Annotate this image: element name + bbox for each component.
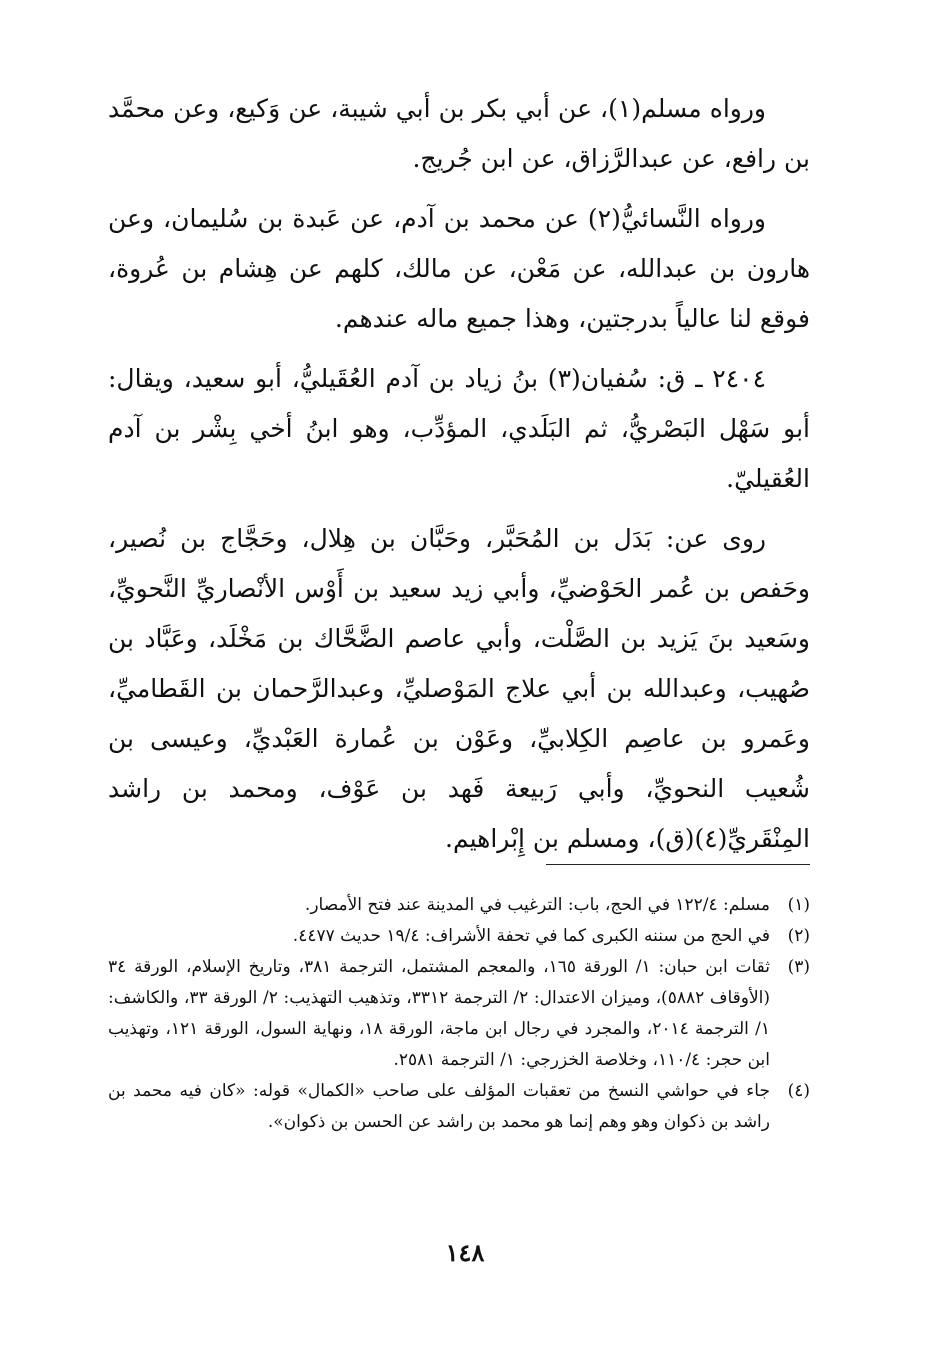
footnote-1 [108, 890, 810, 921]
footnote-text: مسلم: ١٢٢/٤ في الحج، باب: الترغيب في المدينة عند فتح الأمصار. [304, 895, 770, 915]
footnote-text: في الحج من سننه الكبرى كما في تحفة الأشراف: ١٩/٤ حديث ٤٤٧٧. [292, 926, 770, 946]
footnote-number: (٣) [787, 957, 810, 977]
footnote-separator [546, 864, 810, 865]
paragraph-nasai-narration: ورواه النَّسائيُّ(٢) عن محمد بن آدم، عن عَبدة بن سُليمان، وعن هارون بن عبدالله، عن مَعْن، عن مالك، كلهم عن هِشام بن عُروة، فوقع لنا عالياً بدرجتين، وهذا جميع ماله عندهم. [108, 204, 810, 333]
footnote-3 [108, 952, 810, 1076]
footnote-number: (٢) [787, 926, 810, 946]
page-number: ١٤٨ [445, 1238, 485, 1267]
footnote-number: (١) [787, 895, 810, 915]
footnote-2 [108, 921, 810, 952]
footnote-text: جاء في حواشي النسخ من تعقبات المؤلف على صاحب «الكمال» قوله: «كان فيه محمد بن راشد بن ذكوان وهو وهم إنما هو محمد بن راشد عن الحسن بن ذكوان». [108, 1081, 770, 1132]
paragraph-entry-2404: ٢٤٠٤ ـ ق: سُفيان(٣) بنُ زياد بن آدم العُقَيليُّ، أبو سعيد، ويقال: أبو سَهْل البَصْريُّ، ثم البَلَدي، المؤدِّب، وهو ابنُ أخي بِشْر بن آدم العُقيليّ. [108, 364, 810, 493]
paragraph-muslim-narration: ورواه مسلم(١)، عن أبي بكر بن أبي شيبة، عن وَكيع، وعن محمَّد بن رافع، عن عبدالرَّزاق، عن ابن جُريج. [108, 94, 810, 173]
footnote-number: (٤) [787, 1081, 810, 1101]
footnotes [108, 890, 810, 1138]
footnote-4 [108, 1076, 810, 1138]
footnote-text: ثقات ابن حبان: ١/ الورقة ١٦٥، والمعجم المشتمل، الترجمة ٣٨١، وتاريخ الإسلام، الورقة ٣٤ (الأوقاف ٥٨٨٢)، وميزان الاعتدال: ٢/ الترجمة ٣٣١٢، وتذهيب التهذيب: ٢/ الورقة ٣٣، والكاشف: ١/ الترجمة ٢٠١٤، والمجرد في رجال ابن ماجة، الورقة ١٨، ونهاية السول، الورقة ١٢١، وتهذيب ابن حجر: ١١٠/٤، وخلاصة الخزرجي: ١/ الترجمة ٢٥٨١. [108, 957, 771, 1070]
main-text [108, 84, 810, 874]
paragraph-narrated-from: روى عن: بَدَل بن المُحَبَّر، وحَبَّان بن هِلال، وحَجَّاج بن نُصير، وحَفص بن عُمر الحَوْضيِّ، وأبي زيد سعيد بن أَوْس الأنْصاريِّ النَّحويِّ، وسَعيد بنَ يَزيد بن الصَّلْت، وأبي عاصم الضَّحَّاك بن مَخْلَد، وعَبَّاد بن صُهيب، وعبدالله بن أبي علاج المَوْصليِّ، وعبدالرَّحمان بن القَطاميِّ، وعَمرو بن عاصِم الكِلابيِّ، وعَوْن بن عُمارة العَبْديِّ، وعيسى بن شُعيب النحويِّ، وأبي رَبيعة فَهد بن عَوْف، ومحمد بن راشد المِنْقَريِّ(٤)(ق)، ومسلم بن إِبْراهيم. [108, 524, 810, 853]
